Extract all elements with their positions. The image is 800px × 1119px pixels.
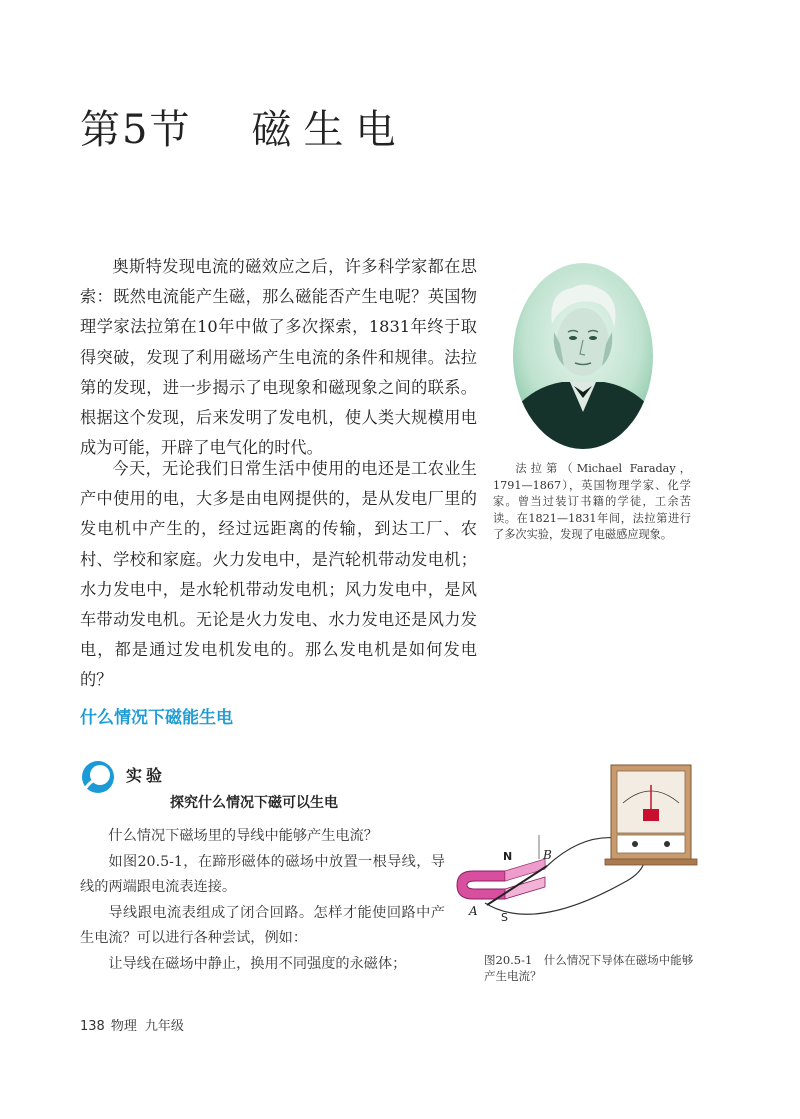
footer-subject: 物理	[110, 1019, 137, 1034]
label-b: B	[543, 848, 552, 862]
intro-paragraph: 奥斯特发现电流的磁效应之后，许多科学家都在思索：既然电流能产生磁，那么磁能否产生电呢？英国物理学家法拉第在10年中做了多次探索，1831年终于取得突破，发现了利用磁场产生电流的条件和规律。法拉第的发现，进一步揭示了电现象和磁现象之间的联系。根据这个发现，后来发明了发电机，使人类大规模用电成为可能，开辟了电气化的时代。	[80, 257, 477, 458]
page-footer	[80, 1015, 184, 1034]
subsection-title: 什么情况下磁能生电	[80, 708, 233, 728]
section-title	[80, 98, 407, 155]
footer-grade: 九年级	[144, 1019, 184, 1034]
faraday-portrait	[512, 262, 654, 450]
experiment-paragraph: 如图20.5-1，在蹄形磁体的磁场中放置一根导线，导线的两端跟电流表连接。	[80, 853, 445, 895]
label-s: S	[501, 911, 508, 924]
label-a: A	[469, 904, 478, 918]
experiment-paragraph: 导线跟电流表组成了闭合回路。怎样才能使回路中产生电流？可以进行各种尝试，例如：	[80, 904, 445, 946]
galvanometer	[605, 765, 697, 865]
experiment-icon	[79, 759, 117, 795]
experiment-paragraph: 什么情况下磁场里的导线中能够产生电流？	[108, 828, 378, 844]
experiment-paragraph: 让导线在磁场中静止，换用不同强度的永磁体；	[108, 955, 407, 972]
experiment-text	[80, 824, 445, 977]
horseshoe-magnet	[457, 859, 545, 899]
experiment-title: 探究什么情况下磁可以生电	[170, 795, 338, 811]
figure-caption: 图20.5-1 什么情况下导体在磁场中能够产生电流？	[484, 953, 694, 983]
portrait-caption	[493, 461, 691, 544]
today-paragraph: 今天，无论我们日常生活中使用的电还是工农业生产中使用的电，大多是由电网提供的，是从发电厂里的发电机中产生的，经过远距离的传输，到达工厂、农村、学校和家庭。火力发电中，是汽轮机带动发电机；水力发电中，是水轮机带动发电机；风力发电中，是风车带动发电机。无论是火力发电、水力发电还是风力发电，都是通过发电机发电的。那么发电机是如何发电的？	[80, 459, 477, 690]
page-number: 138	[80, 1019, 105, 1034]
figure-20-5-1	[453, 763, 698, 943]
today-text-block	[80, 454, 477, 696]
experiment-label: 实验	[126, 766, 167, 785]
intro-text-block	[80, 252, 477, 463]
portrait-caption-text: 法拉第（Michael Faraday，1791—1867），英国物理学家、化学家。曾当过装订书籍的学徒，工余苦读。在1821—1831年间，法拉第进行了多次实验，发现了电磁感应现象。	[493, 462, 691, 541]
section-name: 磁生电	[251, 107, 408, 153]
label-n: N	[503, 850, 513, 863]
section-number: 第5节	[80, 107, 192, 153]
